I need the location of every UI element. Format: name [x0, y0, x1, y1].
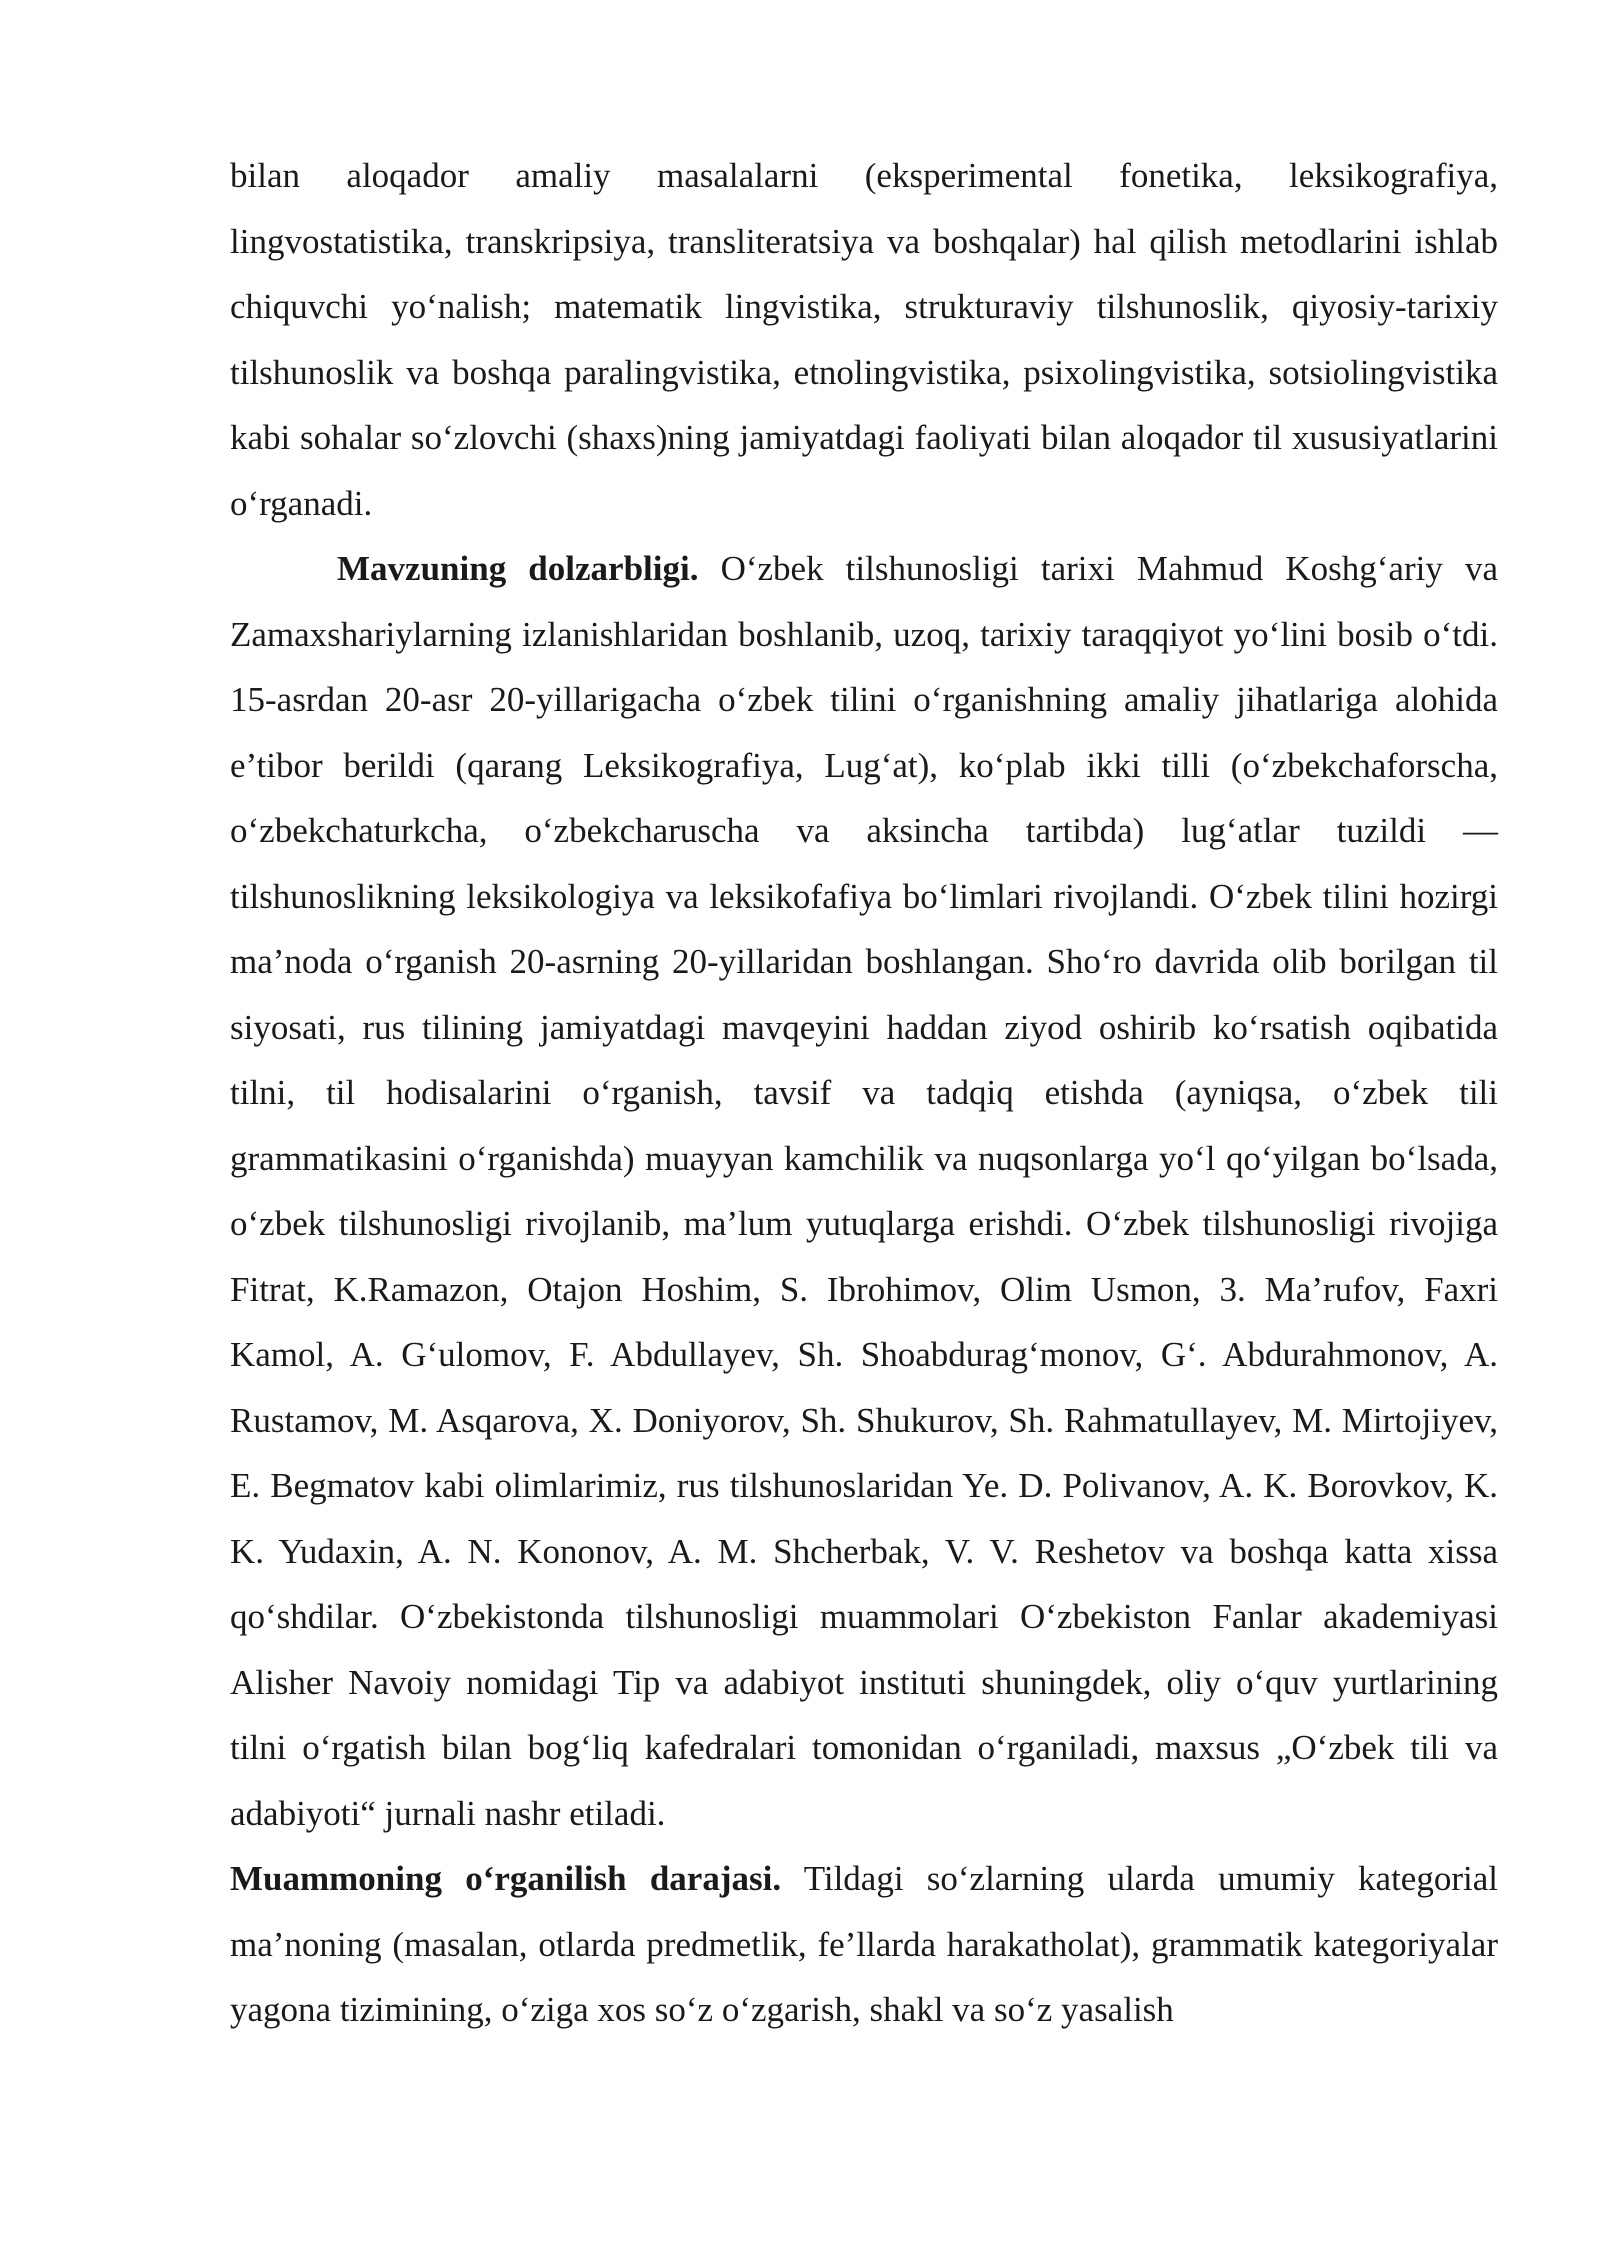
paragraph-topic-relevance	[230, 536, 1498, 1846]
section-heading-problem-study: Muammoning o‘rganilish darajasi.	[230, 1859, 782, 1898]
paragraph-text: O‘zbek tilshunosligi tarixi Mahmud Koshg‘ariy va Zamaxshariylarning izlanishlaridan boshlanib, uzoq, tarixiy taraqqiyot yo‘lini bosib o‘tdi. 15-asrdan 20-asr 20-yillarigacha o‘zbek tilini o‘rganishning amaliy jihatlariga alohida e’tibor berildi (qarang Leksikografiya, Lug‘at), ko‘plab ikki tilli (o‘zbekchaforscha, o‘zbekchaturkcha, o‘zbekcharuscha va aksincha tartibda) lug‘atlar tuzildi — tilshunoslikning leksikologiya va leksikofafiya bo‘limlari rivojlandi. O‘zbek tilini hozirgi ma’noda o‘rganish 20-asrning 20-yillaridan boshlangan. Sho‘ro davrida olib borilgan til siyosati, rus tilining jamiyatdagi mavqeyini haddan ziyod oshirib ko‘rsatish oqibatida tilni, til hodisalarini o‘rganish, tavsif va tadqiq etishda (ayniqsa, o‘zbek tili grammatikasini o‘rganishda) muayyan kamchilik va nuqsonlarga yo‘l qo‘yilgan bo‘lsada, o‘zbek tilshunosligi rivojlanib, ma’lum yutuqlarga erishdi. O‘zbek tilshunosligi rivojiga Fitrat, K.Ramazon, Otajon Hoshim, S. Ibrohimov, Olim Usmon, 3. Ma’rufov, Faxri Kamol, A. G‘ulomov, F. Abdullayev, Sh. Shoabdurag‘monov, G‘. Abdurahmonov, A. Rustamov, M. Asqarova, X. Doniyorov, Sh. Shukurov, Sh. Rahmatullayev, M. Mirtojiyev, E. Begmatov kabi olimlarimiz, rus tilshunoslaridan Ye. D. Polivanov, A. K. Borovkov, K. K. Yudaxin, A. N. Kononov, A. M. Shcherbak, V. V. Reshetov va boshqa katta xissa qo‘shdilar. O‘zbekistonda tilshunosligi muammolari O‘zbekiston Fanlar akademiyasi Alisher Navoiy nomidagi Tip va adabiyot instituti shuningdek, oliy o‘quv yurtlarining tilni o‘rgatish bilan bog‘liq kafedralari tomonidan o‘rganiladi, maxsus „O‘zbek tili va adabiyoti“ jurnali nashr etiladi.	[230, 549, 1498, 1833]
paragraph-text: bilan aloqador amaliy masalalarni (eksperimental fonetika, leksikografiya, lingvostatistika, transkripsiya, transliteratsiya va boshqalar) hal qilish metodlarini ishlab chiquvchi yo‘nalish; matematik lingvistika, strukturaviy tilshunoslik, qiyosiy-tarixiy tilshunoslik va boshqa paralingvistika, etnolingvistika, psixolingvistika, sotsiolingvistika kabi sohalar so‘zlovchi (shaxs)ning jamiyatdagi faoliyati bilan aloqador til xususiyatlarini o‘rganadi.	[230, 156, 1498, 523]
document-page	[230, 143, 1498, 2043]
paragraph-text: Tildagi so‘zlarning ularda umumiy kategorial ma’noning (masalan, otlarda predmetlik, fe’llarda harakatholat), grammatik kategoriyalar yagona tizimining, o‘ziga xos so‘z o‘zgarish, shakl va so‘z yasalish	[230, 1859, 1498, 2029]
paragraph-intro-continuation	[230, 143, 1498, 536]
paragraph-problem-study	[230, 1846, 1498, 2043]
section-heading-relevance: Mavzuning dolzarbligi.	[337, 549, 699, 588]
